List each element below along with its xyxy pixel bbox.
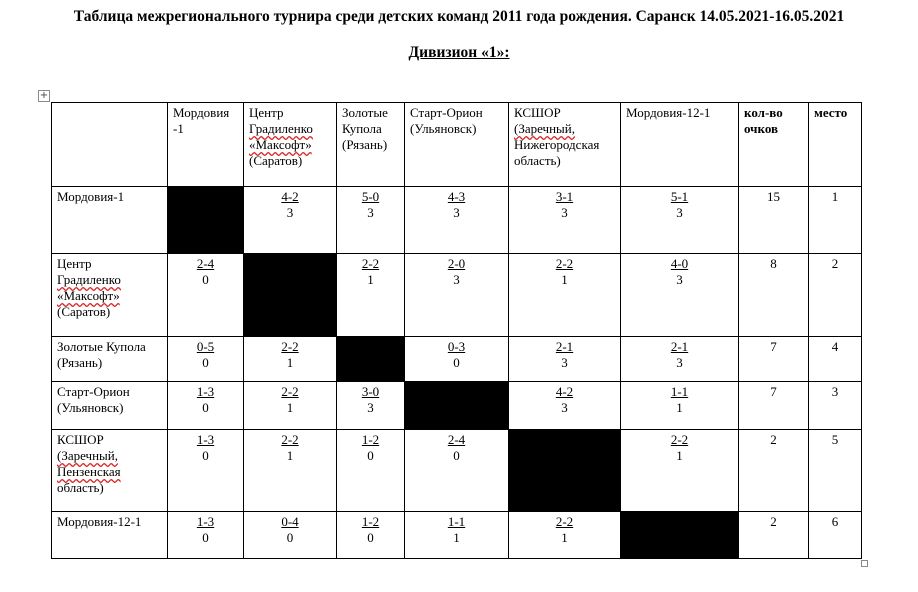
match-score: 1-3 [196, 432, 215, 447]
column-header-team [168, 103, 244, 187]
column-header-line: (Заречный, [514, 121, 575, 136]
match-score: 2-2 [281, 384, 299, 399]
table-row [52, 512, 862, 559]
match-points: 0 [202, 448, 209, 463]
match-score: 5-0 [361, 189, 380, 204]
self-match-blocked-cell [621, 512, 739, 559]
match-result-cell [337, 430, 405, 512]
match-result-cell [244, 430, 337, 512]
match-score: 2-2 [361, 256, 380, 271]
column-header-line: Старт-Орион [410, 105, 483, 120]
match-result-cell [244, 187, 337, 254]
match-score: 1-1 [670, 384, 689, 399]
table-row [52, 254, 862, 337]
match-points: 3 [286, 205, 294, 220]
place-cell: 2 [809, 254, 862, 337]
row-header-line: Градиленко [57, 272, 121, 287]
row-header-line: Золотые Купола [57, 339, 146, 354]
match-points: 1 [561, 272, 568, 287]
total-points-cell: 7 [739, 382, 809, 430]
column-header-line: область) [514, 153, 561, 168]
match-result-cell [337, 382, 405, 430]
match-score: 0-3 [447, 339, 466, 354]
match-points: 3 [453, 205, 460, 220]
row-header-line: (Рязань) [57, 355, 103, 370]
column-header-line: (Саратов) [249, 153, 303, 168]
self-match-blocked-cell [244, 254, 337, 337]
place-cell: 3 [809, 382, 862, 430]
match-result-cell [405, 254, 509, 337]
match-score: 2-2 [670, 432, 689, 447]
match-points: 1 [676, 448, 683, 463]
match-points: 0 [202, 272, 209, 287]
column-header-team [337, 103, 405, 187]
row-header-line: Старт-Орион [57, 384, 130, 399]
match-score: 2-2 [555, 256, 574, 271]
match-points: 0 [367, 530, 374, 545]
column-header-team [405, 103, 509, 187]
match-score: 3-0 [361, 384, 380, 399]
match-score: 4-0 [670, 256, 689, 271]
match-points: 1 [286, 355, 294, 370]
column-header-line: «Максофт» [249, 137, 312, 152]
row-header-line: Пензенская [57, 464, 121, 479]
row-header-line: КСШОР [57, 432, 104, 447]
row-header-team [52, 187, 168, 254]
match-points: 0 [453, 355, 460, 370]
total-points-cell: 2 [739, 512, 809, 559]
match-result-cell [244, 512, 337, 559]
resize-square-icon[interactable] [861, 560, 868, 567]
move-cross-icon[interactable]: + [39, 90, 49, 101]
match-score: 1-3 [196, 384, 215, 399]
match-result-cell [509, 382, 621, 430]
match-score: 2-2 [555, 514, 574, 529]
place-cell: 1 [809, 187, 862, 254]
column-header-line: КСШОР [514, 105, 561, 120]
match-points: 0 [202, 355, 209, 370]
match-result-cell [337, 512, 405, 559]
match-points: 1 [367, 272, 374, 287]
match-score: 1-1 [447, 514, 466, 529]
match-result-cell [621, 337, 739, 382]
match-result-cell [168, 337, 244, 382]
match-result-cell [405, 337, 509, 382]
points-header-line: очков [744, 121, 779, 136]
match-score: 0-4 [281, 514, 299, 529]
match-score: 2-0 [447, 256, 466, 271]
match-score: 1-2 [361, 514, 380, 529]
table-row [52, 187, 862, 254]
column-header-line: -1 [173, 121, 184, 136]
match-result-cell [244, 337, 337, 382]
document-title: Таблица межрегионального турнира среди детских команд 2011 года рождения. Саранск 14.05.2021-16.05.2021 [73, 8, 845, 25]
match-points: 0 [202, 530, 209, 545]
match-points: 1 [286, 448, 294, 463]
column-header-place: место [809, 103, 862, 187]
column-header-line: Золотые [342, 105, 388, 120]
match-points: 3 [453, 272, 460, 287]
row-header-line: Центр [57, 256, 92, 271]
match-points: 3 [561, 205, 568, 220]
row-header-line: (Ульяновск) [57, 400, 124, 415]
match-points: 1 [676, 400, 683, 415]
match-points: 3 [676, 272, 683, 287]
row-header-team [52, 512, 168, 559]
place-cell: 6 [809, 512, 862, 559]
column-header-line: (Рязань) [342, 137, 388, 152]
place-cell: 5 [809, 430, 862, 512]
table-row [52, 382, 862, 430]
match-score: 0-5 [196, 339, 215, 354]
column-header-team [509, 103, 621, 187]
row-header-team [52, 382, 168, 430]
division-heading: Дивизион «1»: [408, 44, 510, 61]
column-header-line: Купола [342, 121, 382, 136]
match-points: 0 [286, 530, 294, 545]
row-header-line: Мордовия-12-1 [57, 514, 142, 529]
table-row [52, 430, 862, 512]
match-score: 4-3 [447, 189, 466, 204]
corner-cell [52, 103, 168, 187]
match-score: 2-2 [281, 432, 299, 447]
column-header-line: Мордовия [173, 105, 230, 120]
match-score: 4-2 [281, 189, 299, 204]
match-score: 4-2 [555, 384, 574, 399]
match-result-cell [168, 382, 244, 430]
match-result-cell [168, 430, 244, 512]
match-points: 1 [286, 400, 294, 415]
self-match-blocked-cell [168, 187, 244, 254]
column-header-line: Градиленко [249, 121, 313, 136]
match-score: 2-1 [670, 339, 689, 354]
column-header-line: Мордовия-12-1 [626, 105, 711, 120]
match-result-cell [509, 254, 621, 337]
match-score: 1-2 [361, 432, 380, 447]
match-score: 3-1 [555, 189, 574, 204]
match-result-cell [621, 430, 739, 512]
match-score: 5-1 [670, 189, 689, 204]
row-header-line: (Саратов) [57, 304, 111, 319]
row-header-team [52, 337, 168, 382]
total-points-cell: 15 [739, 187, 809, 254]
match-result-cell [621, 382, 739, 430]
match-points: 3 [676, 205, 683, 220]
match-result-cell [509, 337, 621, 382]
column-header-line: Центр [249, 105, 284, 120]
match-result-cell [621, 254, 739, 337]
row-header-line: «Максофт» [57, 288, 120, 303]
match-points: 1 [561, 530, 568, 545]
table-row [52, 337, 862, 382]
match-score: 2-1 [555, 339, 574, 354]
results-table [51, 102, 862, 559]
row-header-line: область) [57, 480, 104, 495]
total-points-cell: 7 [739, 337, 809, 382]
row-header-line: Мордовия-1 [57, 189, 125, 204]
match-score: 2-4 [196, 256, 215, 271]
row-header-line: (Заречный, [57, 448, 118, 463]
total-points-cell: 8 [739, 254, 809, 337]
match-points: 0 [367, 448, 374, 463]
match-points: 3 [561, 355, 568, 370]
match-points: 1 [453, 530, 460, 545]
self-match-blocked-cell [509, 430, 621, 512]
match-points: 0 [453, 448, 460, 463]
place-cell: 4 [809, 337, 862, 382]
match-score: 2-2 [281, 339, 299, 354]
match-points: 3 [367, 400, 374, 415]
column-header-team [621, 103, 739, 187]
row-header-team [52, 430, 168, 512]
match-result-cell [621, 187, 739, 254]
total-points-cell: 2 [739, 430, 809, 512]
match-result-cell [337, 187, 405, 254]
match-result-cell [337, 254, 405, 337]
column-header-line: (Ульяновск) [410, 121, 477, 136]
match-points: 3 [676, 355, 683, 370]
column-header-line: Нижегородская [514, 137, 600, 152]
match-result-cell [405, 512, 509, 559]
column-header-team [244, 103, 337, 187]
match-points: 0 [202, 400, 209, 415]
column-header-points [739, 103, 809, 187]
match-score: 2-4 [447, 432, 466, 447]
match-points: 3 [367, 205, 374, 220]
match-result-cell [405, 430, 509, 512]
match-result-cell [168, 512, 244, 559]
match-score: 1-3 [196, 514, 215, 529]
header-row [52, 103, 862, 187]
self-match-blocked-cell [337, 337, 405, 382]
match-result-cell [405, 187, 509, 254]
points-header-line: кол-во [744, 105, 783, 120]
match-result-cell [509, 187, 621, 254]
match-points: 3 [561, 400, 568, 415]
row-header-team [52, 254, 168, 337]
match-result-cell [244, 382, 337, 430]
match-result-cell [168, 254, 244, 337]
self-match-blocked-cell [405, 382, 509, 430]
match-result-cell [509, 512, 621, 559]
